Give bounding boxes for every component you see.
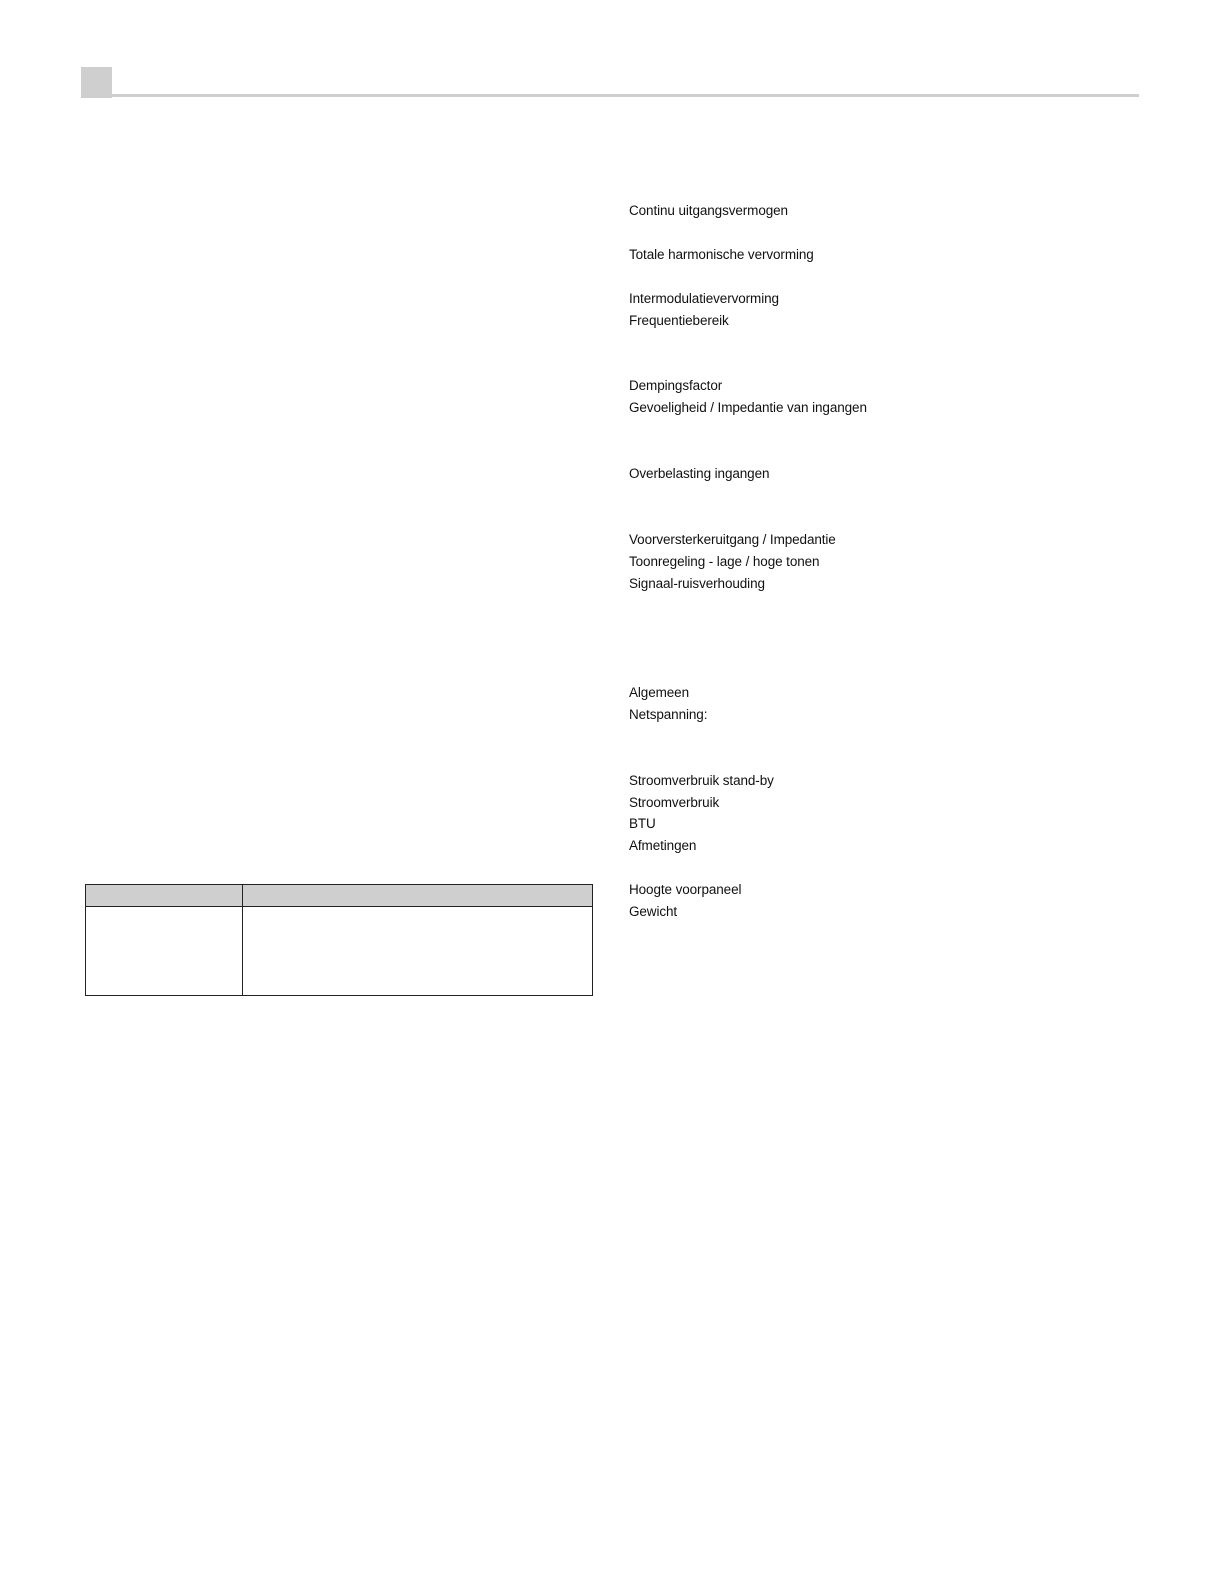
spec-label-general: Algemeen xyxy=(629,685,689,700)
spec-label-tone-controls: Toonregeling - lage / hoge tonen xyxy=(629,554,820,569)
spec-label-dimensions: Afmetingen xyxy=(629,838,697,853)
spec-label-standby-power: Stroomverbruik stand-by xyxy=(629,773,774,788)
spec-label-power-consumption: Stroomverbruik xyxy=(629,795,720,810)
spec-label-frequency-response: Frequentiebereik xyxy=(629,313,729,328)
spec-label-thd: Totale harmonische vervorming xyxy=(629,247,814,262)
empty-table xyxy=(85,884,593,996)
spec-label-signal-to-noise: Signaal-ruisverhouding xyxy=(629,576,765,591)
spec-label-input-overload: Overbelasting ingangen xyxy=(629,466,770,481)
table-column-divider xyxy=(242,885,243,995)
spec-label-damping-factor: Dempingsfactor xyxy=(629,378,723,393)
table-header-row xyxy=(86,885,592,907)
spec-label-mains-voltage: Netspanning: xyxy=(629,707,708,722)
spec-label-preamp-output: Voorversterkeruitgang / Impedantie xyxy=(629,532,836,547)
spec-label-weight: Gewicht xyxy=(629,904,678,919)
spec-label-front-panel-height: Hoogte voorpaneel xyxy=(629,882,742,897)
spec-label-btu: BTU xyxy=(629,816,656,831)
spec-label-imd: Intermodulatievervorming xyxy=(629,291,779,306)
spec-label-continuous-output: Continu uitgangsvermogen xyxy=(629,203,788,218)
spec-label-input-sensitivity: Gevoeligheid / Impedantie van ingangen xyxy=(629,400,867,415)
